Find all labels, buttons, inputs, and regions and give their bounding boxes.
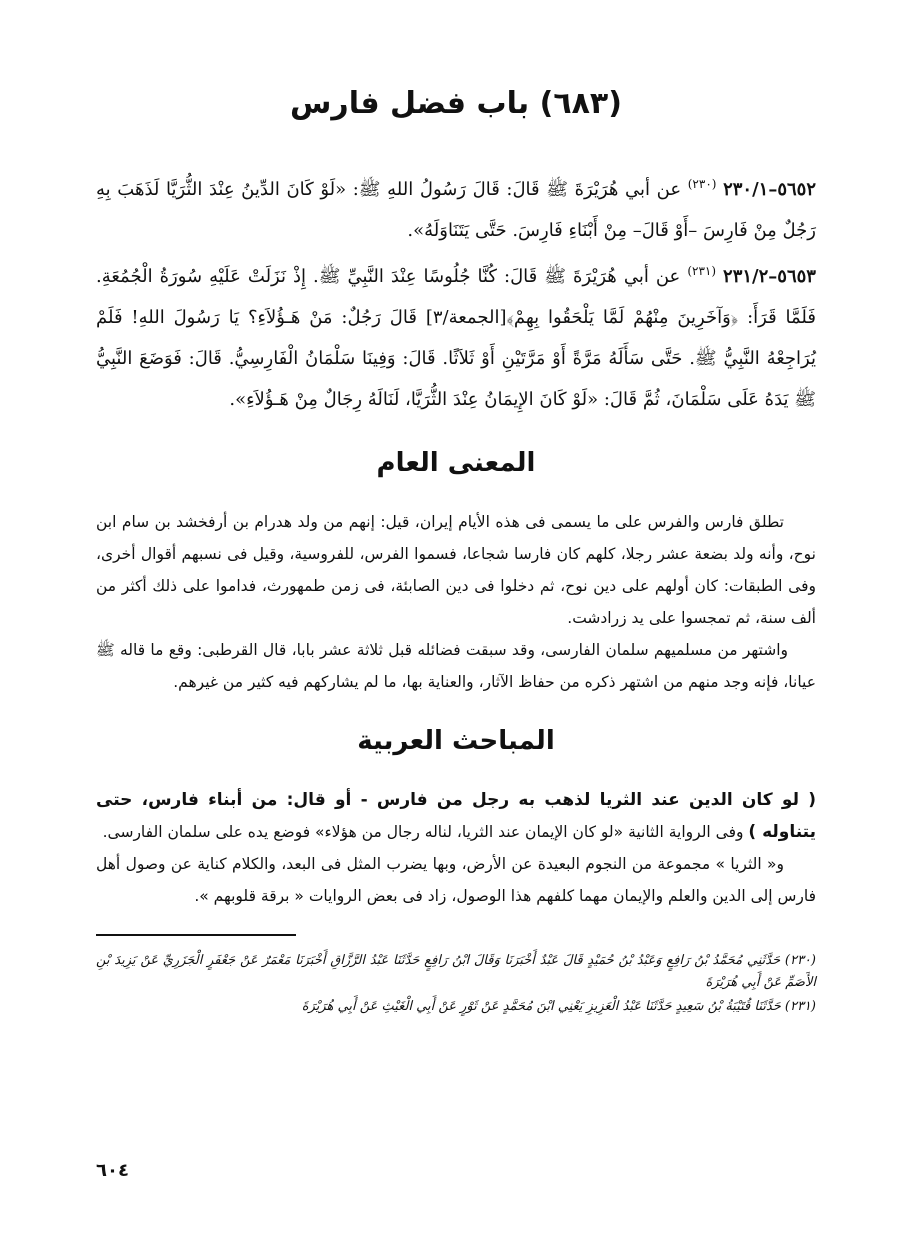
page-body — [96, 84, 816, 1020]
footnote-ref: (٢٣٠) — [687, 177, 717, 191]
footnote: (٢٣١) حَدَّثَنَا قُتَيْبَةُ بْنُ سَعِيدٍ حَدَّثَنَا عَبْدُ الْعَزِيزِ يَعْنِي ابْنَ مُحَمَّدٍ عَنْ ثَوْرٍ عَنْ أَبِي الْغَيْثِ عَنْ أَبِي هُرَيْرَةَ — [301, 999, 816, 1014]
hadith-number: ٥٦٥٣– — [768, 266, 816, 287]
arabic-discussion-paragraph: و« الثريا » مجموعة من النجوم البعيدة عن الأرض، وبها يضرب المثل فى البعد، والكلام كناية عن وصول أهل فارس إلى الدين والعلم والإيمان مهما كلفهم هذا الوصول، زاد فى بعض الروايات « برقة قلوبهم ». — [96, 855, 816, 905]
quoted-phrase: ( لو كان الدين عند الثريا لذهب به رجل من فارس - أو قال: من أبناء فارس، حتى يتناوله ) — [96, 790, 816, 842]
footnote-ref: (٢٣١) — [687, 264, 717, 278]
general-paragraph: واشتهر من مسلميهم سلمان الفارسى، وقد سبقت فضائله قبل ثلاثة عشر بابا، قال القرطبى: وقع ما قاله ﷺ عيانا، فإنه وجد منهم من اشتهر ذكره من حفاظ الآثار، والعناية بها، ما لم يشاركهم فيه كثير من غيرهم. — [96, 641, 816, 691]
hadith-5653 — [96, 251, 816, 420]
section-title-general-meaning: المعنى العام — [376, 448, 536, 478]
hadith-sub-number: ٢٣٠/١ — [723, 179, 769, 200]
paragraph-text: وفى الرواية الثانية «لو كان الإيمان عند الثريا، لناله رجال من هؤلاء» فوضع يده على سلمان الفارسى. — [102, 823, 744, 841]
chapter-title: (٦٨٣) باب فضل فارس — [290, 86, 622, 121]
hadith-5652 — [96, 164, 816, 251]
section-title-arabic-discussions: المباحث العربية — [357, 726, 555, 756]
hadith-number: ٥٦٥٢– — [768, 179, 816, 200]
general-paragraph: تطلق فارس والفرس على ما يسمى فى هذه الأيام إيران، قيل: إنهم من ولد هدرام بن أرفخشد بن سام ابن نوح، وأنه ولد بضعة عشر رجلا، كلهم كان فارسا شجاعا، فسموا الفرس، للفروسية، وقيل فى نسبهم أقوال أخرى، وفى الطبقات: كان أولهم على دين نوح، ثم دخلوا فى دين الصابئة، فى زمن طمهورث، فداموا على ذلك أكثر من ألف سنة، ثم تمجسوا على يد زرادشت. — [96, 513, 816, 627]
arabic-discussion-paragraph — [96, 784, 816, 848]
hadith-text: عن أبي هُرَيْرَةَ ﷺ قَالَ: قَالَ رَسُولُ اللهِ ﷺ: «لَوْ كَانَ الدِّينُ عِنْدَ الثُّرَيَّا لَذَهَبَ بِهِ رَجُلٌ مِنْ فَارِسَ –أَوْ قَالَ– مِنْ أَبْنَاءِ فَارِسَ. حَتَّى يَتَنَاوَلَهُ». — [96, 179, 816, 241]
footnote-divider — [96, 934, 296, 936]
page-number: ٦٠٤ — [96, 1160, 129, 1181]
hadith-sub-number: ٢٣١/٢ — [723, 266, 769, 287]
footnote: (٢٣٠) حَدَّثَنِي مُحَمَّدُ بْنُ رَافِعٍ وَعَبْدُ بْنُ حُمَيْدٍ قَالَ عَبْدٌ أَخْبَرَنَا وَقَالَ ابْنُ رَافِعٍ حَدَّثَنَا عَبْدُ الرَّزَّاقِ أَخْبَرَنَا مَعْمَرٌ عَنْ جَعْفَرٍ الْجَزَرِيِّ عَنْ يَزِيدَ بْنِ الأَصَمِّ عَنْ أَبِي هُرَيْرَةَ — [96, 953, 816, 990]
hadith-text: عن أبي هُرَيْرَةَ ﷺ قَالَ: كُنَّا جُلُوسًا عِنْدَ النَّبِيِّ ﷺ. إِذْ نَزَلَتْ عَلَيْهِ سُورَةُ الْجُمُعَةِ. فَلَمَّا قَرَأَ: ﴿وَآخَرِينَ مِنْهُمْ لَمَّا يَلْحَقُوا بِهِمْ﴾[الجمعة/٣] قَالَ رَجُلٌ: مَنْ هَـؤُلاَءِ؟ يَا رَسُولَ اللهِ! فَلَمْ يُرَاجِعْهُ النَّبِيُّ ﷺ. حَتَّى سَأَلَهُ مَرَّةً أَوْ مَرَّتَيْنِ أَوْ ثَلاَثًا. قَالَ: وَفِينَا سَلْمَانُ الْفَارِسِيُّ. قَالَ: فَوَضَعَ النَّبِيُّ ﷺ يَدَهُ عَلَى سَلْمَانَ، ثُمَّ قَالَ: «لَوْ كَانَ الإِيمَانُ عِنْدَ الثُّرَيَّا، لَنَالَهُ رِجَالٌ مِنْ هَـؤُلاَءِ». — [96, 266, 816, 410]
footnotes — [96, 950, 816, 1018]
